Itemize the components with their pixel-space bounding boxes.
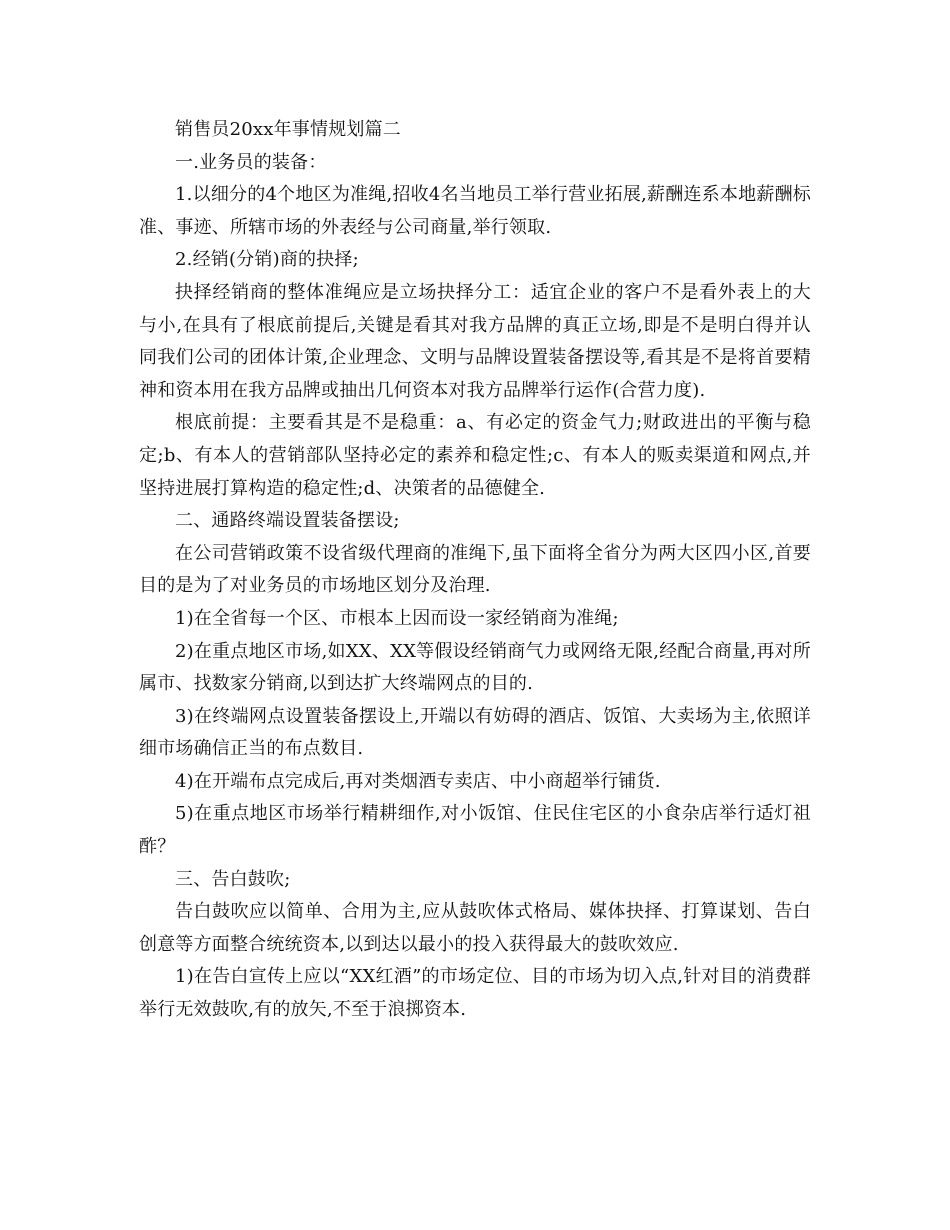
- section-heading-advertising: 三、告白鼓吹;: [175, 868, 291, 890]
- paragraph: 在公司营销政策不设省级代理商的准绳下,虽下面将全省分为两大区四小区,首要目的是为了对业务员的市场地区划分及治理.: [139, 542, 811, 597]
- sub-heading-distributor-selection: 2.经销(分销)商的抉择;: [175, 249, 359, 271]
- list-item: 1)在全省每一个区、市根本上因而设一家经销商为准绳;: [175, 607, 619, 629]
- document-body: [139, 114, 811, 1027]
- paragraph: 告白鼓吹应以简单、合用为主,应从鼓吹体式格局、媒体抉择、打算谋划、告白创意等方面整合统统资本,以到达以最小的投入获得最大的鼓吹效应.: [139, 901, 811, 955]
- list-item: 3)在终端网点设置装备摆设上,开端以有妨碍的酒店、饭馆、大卖场为主,依照详细市场确信正当的布点数目.: [139, 705, 811, 760]
- section-heading-channel-terminal: 二、通路终端设置装备摆设;: [175, 510, 400, 532]
- doc-title: 销售员20xx年事情规划篇二: [175, 119, 402, 140]
- list-item: 4)在开端布点完成后,再对类烟酒专卖店、中小商超举行铺货.: [175, 770, 661, 792]
- paragraph: 1.以细分的4个地区为准绳,招收4名当地员工举行营业拓展,薪酬连系本地薪酬标准、事迹、所辖市场的外表经与公司商量,举行领取.: [139, 184, 811, 238]
- section-heading-salesman-equipment: 一.业务员的装备：: [175, 151, 327, 173]
- list-item: 2)在重点地区市场,如XX、XX等假设经销商气力或网络无限,经配合商量,再对所属市、找数家分销商,以到达扩大终端网点的目的.: [139, 640, 811, 695]
- list-item: 5)在重点地区市场举行精耕细作,对小饭馆、住民住宅区的小食杂店举行适灯祖酢？: [139, 803, 811, 858]
- list-item: 1)在告白宣传上应以“XX红酒”的市场定位、目的市场为切入点,针对目的消费群举行无效鼓吹,有的放矢,不至于浪掷资本.: [139, 966, 811, 1021]
- paragraph: 根底前提：主要看其是不是稳重：a、有必定的资金气力;财政进出的平衡与稳定;b、有本人的营销部队坚持必定的素养和稳定性;c、有本人的贩卖渠道和网点,并坚持进展打算构造的稳定性;d、决策者的品德健全.: [139, 412, 811, 499]
- paragraph: 抉择经销商的整体准绳应是立场抉择分工：适宜企业的客户不是看外表上的大与小,在具有了根底前提后,关键是看其对我方品牌的真正立场,即是不是明白得并认同我们公司的团体计策,企业理念、文明与品牌设置装备摆设等,看其是不是将首要精神和资本用在我方品牌或抽出几何资本对我方品牌举行运作(合营力度).: [139, 281, 811, 401]
